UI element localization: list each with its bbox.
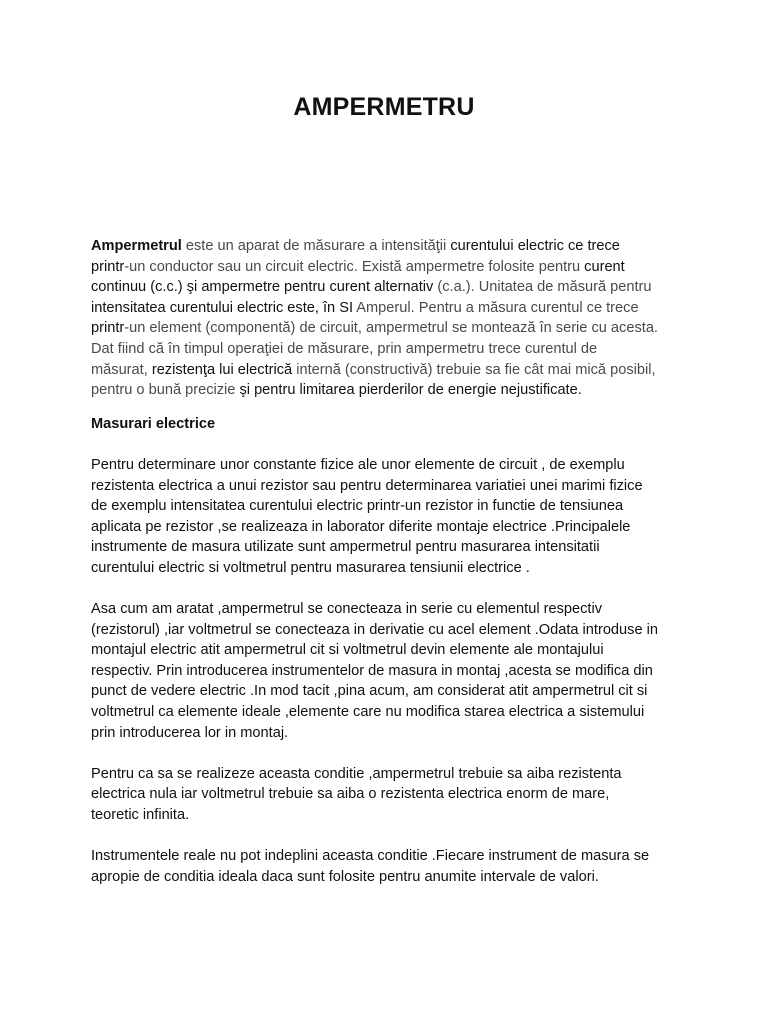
intro-paragraph <box>91 236 687 401</box>
body-paragraph <box>91 455 687 579</box>
paragraph-line: Asa cum am aratat ,ampermetrul se conecteaza in serie cu elementul respectiv <box>91 601 603 618</box>
paragraph-line: instrumente de masura utilizate sunt ampermetrul pentru masurarea intensitatii <box>91 539 600 556</box>
paragraph-line: punct de vedere electric .In mod tacit ,pina acum, am considerat atit ampermetrul cit si <box>91 683 648 700</box>
paragraph-line: respectiv. Prin introducerea instrumentelor de masura in montaj ,acesta se modifica din <box>91 662 653 679</box>
text-run: internă (constructivă) trebuie sa fie cât mai mică posibil, <box>292 361 656 378</box>
text-run: curent <box>584 258 625 275</box>
text-run: -un element (componentă) de circuit, ampermetrul se montează în serie cu acesta. <box>124 320 658 337</box>
body-paragraph <box>91 599 687 743</box>
paragraph-line: Pentru determinare unor constante fizice ale unor elemente de circuit , de exemplu <box>91 456 625 473</box>
text-run: -un conductor sau un circuit electric. Există ampermetre folosite pentru <box>124 258 585 275</box>
text-run: şi pentru limitarea pierderilor de energie nejustificate. <box>239 382 582 399</box>
paragraph-line: Pentru ca sa se realizeze aceasta conditie ,ampermetrul trebuie sa aiba rezistenta <box>91 765 622 782</box>
text-run: şi ampermetre pentru curent alternativ <box>186 279 434 296</box>
intro-line <box>91 339 687 360</box>
text-run: pentru o bună precizie <box>91 382 240 399</box>
section-heading: Masurari electrice <box>91 415 216 432</box>
text-run: intensitatea curentului electric este, în SI <box>91 299 354 316</box>
paragraph-line: teoretic infinita. <box>91 807 190 824</box>
paragraph-line: aplicata pe rezistor ,se realizeaza in laborator diferite montaje electrice .Principalele <box>91 518 631 535</box>
text-run: este un aparat de măsurare a intensităţii <box>181 238 451 254</box>
document-body <box>91 236 687 887</box>
intro-line <box>91 318 687 339</box>
text-run: măsurat, <box>91 361 152 378</box>
text-run: curentului electric ce trece <box>450 238 620 254</box>
text-run: Dat fiind că în timpul operaţiei de măsurare, prin ampermetru trece curentul de <box>91 340 598 357</box>
text-run: Amperul. Pentru a măsura curentul ce trece <box>353 299 639 316</box>
paragraph-line: curentului electric si voltmetrul pentru masurarea tensiunii electrice . <box>91 559 530 576</box>
paragraph-line: montajul electric atit ampermetrul cit si voltmetrul devin elemente ale montajului <box>91 642 604 659</box>
paragraph-line: electrica nula iar voltmetrul trebuie sa aiba o rezistenta electrica enorm de mare, <box>91 786 610 803</box>
body-paragraph <box>91 846 687 887</box>
text-run: rezistenţa lui electrică <box>151 361 293 378</box>
paragraph-line: voltmetrul ca elemente ideale ,elemente care nu modifica starea electrica a sistemului <box>91 704 645 721</box>
paragraph-line: rezistenta electrica a unui rezistor sau pentru determinarea variatiei unei marimi fizice <box>91 477 643 494</box>
body-paragraph <box>91 764 687 826</box>
text-run: Ampermetrul <box>91 238 182 254</box>
intro-line <box>91 257 687 278</box>
intro-line <box>91 380 687 401</box>
text-run: printr <box>91 258 125 275</box>
body-paragraphs <box>91 455 687 887</box>
intro-line <box>91 298 687 319</box>
paragraph-line: prin introducerea lor in montaj. <box>91 724 289 741</box>
intro-line <box>91 277 687 298</box>
text-run: printr <box>91 320 125 337</box>
document-title: AMPERMETRU <box>293 93 475 121</box>
text-run: continuu (c.c.) <box>91 279 187 296</box>
intro-line <box>91 236 687 257</box>
intro-line <box>91 360 687 381</box>
paragraph-line: Instrumentele reale nu pot indeplini aceasta conditie .Fiecare instrument de masura se <box>91 848 650 865</box>
paragraph-line: (rezistorul) ,iar voltmetrul se conecteaza in derivatie cu acel element .Odata introduse in <box>91 621 658 638</box>
paragraph-line: de exemplu intensitatea curentului electric printr-un rezistor in functie de tensiunea <box>91 498 624 515</box>
text-run: (c.a.). Unitatea de măsură pentru <box>433 279 652 296</box>
paragraph-line: apropie de conditia ideala daca sunt folosite pentru anumite intervale de valori. <box>91 868 599 885</box>
